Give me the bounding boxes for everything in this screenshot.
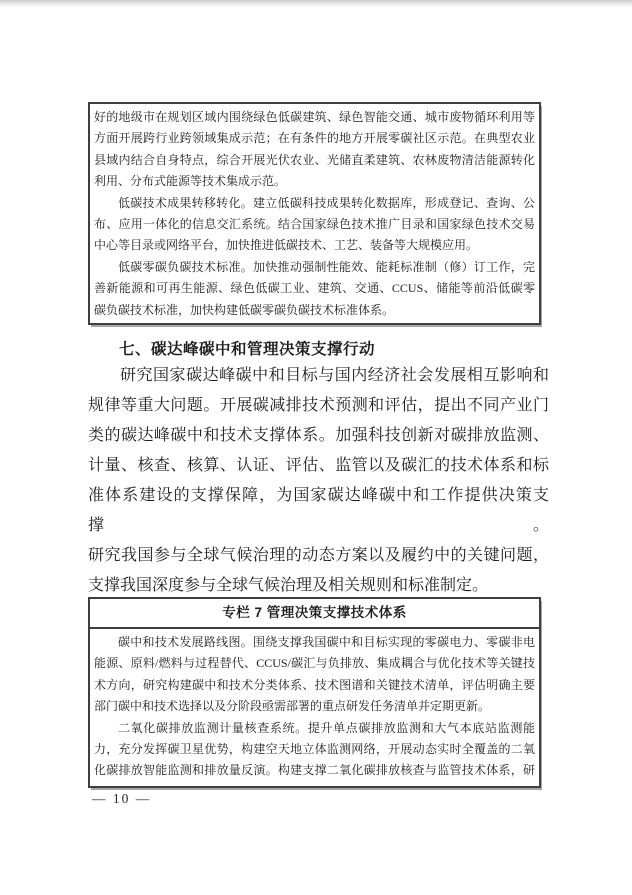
body-paragraph (88, 361, 549, 601)
box-line: 中心等目录或网络平台，加快推进低碳技术、工艺、装备等大规模应用。 (94, 238, 479, 253)
box-line: 术方向，研究构建碳中和技术分类体系、技术图谱和关键技术清单，评估明确主要 (94, 677, 535, 692)
box-line: 布、应用一体化的信息交汇系统。结合国家绿色技术推广目录和国家绿色技术交易 (94, 217, 535, 232)
box-line: 方面开展跨行业跨领域集成示范；在有条件的地方开展零碳社区示范。在典型农业 (94, 131, 535, 146)
paragraph-line: 类的碳达峰碳中和技术支撑体系。加强科技创新对碳排放监测、 (88, 427, 549, 444)
page-number: — 10 — (92, 791, 152, 806)
panel-7-title: 专栏 7 管理决策支撑技术体系 (90, 599, 539, 629)
box-line: 二氧化碳排放监测计量核查系统。提升单点碳排放监测和大气本底站监测能 (118, 720, 535, 735)
paragraph-line: 研究国家碳达峰碳中和目标与国内经济社会发展相互影响和 (120, 367, 549, 384)
page-top-edge-shade (0, 0, 632, 8)
box-line: 低碳技术成果转移转化。建立低碳科技成果转化数据库，形成登记、查询、公 (118, 195, 535, 210)
box-line: 能源、原料/燃料与过程替代、CCUS/碳汇与负排放、集成耦合与优化技术等关键技 (94, 656, 535, 671)
box-line: 化碳排放智能监测和排放量反演。构建支撑二氧化碳排放核查与监管技术体系，研 (94, 763, 535, 778)
paragraph-line: 计量、核查、核算、认证、评估、监管以及碳汇的技术体系和标 (88, 457, 549, 474)
box-line: 好的地级市在规划区域内围绕绿色低碳建筑、绿色智能交通、城市废物循环利用等 (94, 110, 535, 124)
box-line: 低碳零碳负碳技术标准。加快推动强制性能效、能耗标准制（修）订工作，完 (118, 259, 535, 274)
box-line: 善新能源和可再生能源、绿色低碳工业、建筑、交通、CCUS、储能等前沿低碳零 (94, 281, 535, 296)
box-line: 部门碳中和技术选择以及分阶段亟需部署的重点研发任务清单并定期更新。 (94, 699, 491, 714)
paragraph-line: 规律等重大问题。开展碳减排技术预测和评估，提出不同产业门 (88, 397, 549, 414)
section-heading: 七、碳达峰碳中和管理决策支撑行动 (119, 341, 376, 358)
box-line: 县域内结合自身特点，综合开展光伏农业、光储直柔建筑、农林废物清洁能源转化 (94, 152, 535, 167)
box-line: 碳中和技术发展路线图。围绕支撑我国碳中和目标实现的零碳电力、零碳非电 (118, 635, 535, 649)
paragraph-line: 准体系建设的支撑保障，为国家碳达峰碳中和工作提供决策支撑。 (88, 487, 549, 534)
panel-7-body (90, 629, 539, 786)
panel-7-box (88, 597, 541, 788)
paragraph-line: 研究我国参与全球气候治理的动态方案以及履约中的关键问题， (88, 547, 549, 564)
box-line: 利用、分布式能源等技术集成示范。 (94, 174, 287, 189)
continuation-text-box (88, 102, 541, 325)
box-line: 碳负碳技术标准，加快构建低碳零碳负碳技术标准体系。 (94, 302, 395, 317)
paragraph-line: 支撑我国深度参与全球气候治理及相关规则和标准制定。 (88, 577, 489, 594)
box-line: 力，充分发挥碳卫星优势，构建空天地立体监测网络，开展动态实时全覆盖的二氧 (94, 742, 535, 757)
